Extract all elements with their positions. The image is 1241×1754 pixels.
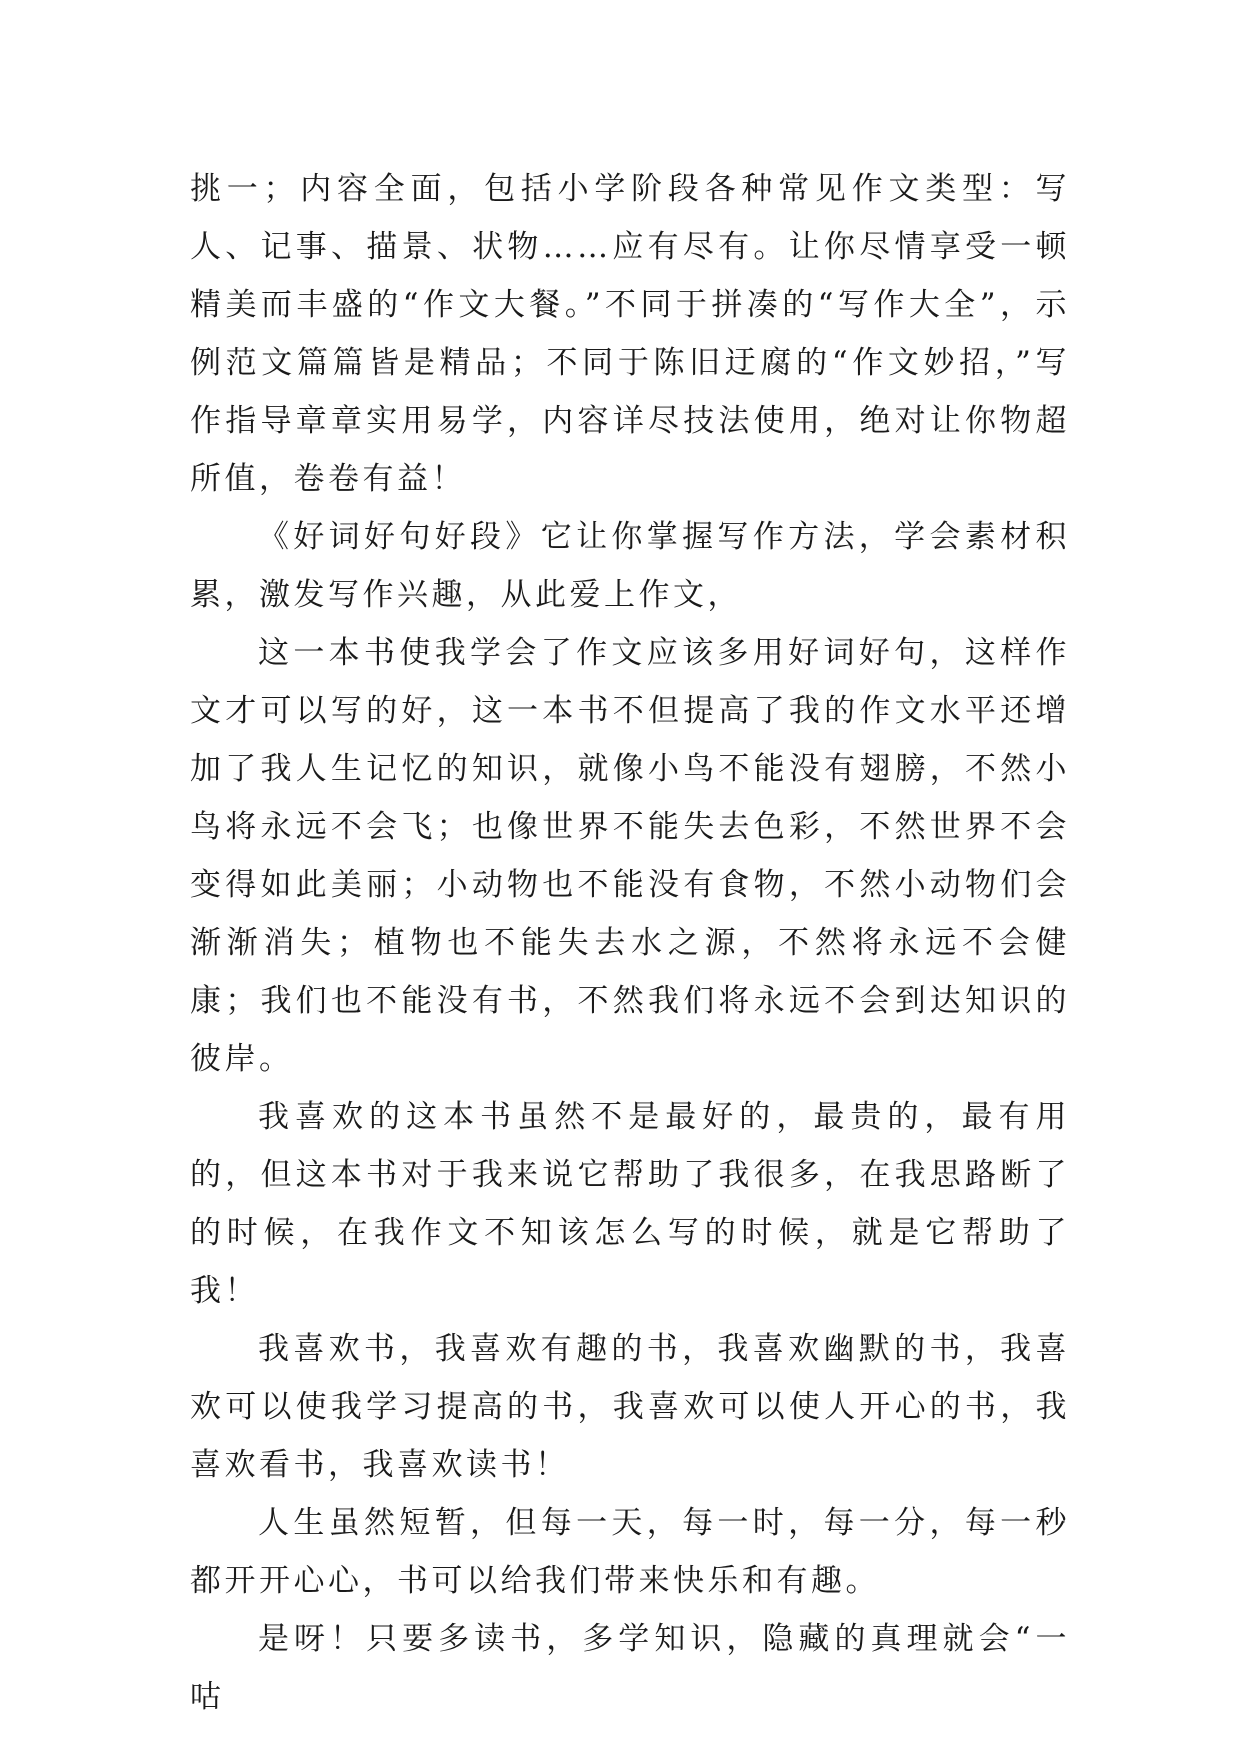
paragraph-6: 人生虽然短暂，但每一天，每一时，每一分，每一秒都开开心心，书可以给我们带来快乐和有趣。 — [190, 1505, 1070, 1599]
paragraph-5: 我喜欢书，我喜欢有趣的书，我喜欢幽默的书，我喜欢可以使我学习提高的书，我喜欢可以使人开心的书，我喜欢看书，我喜欢读书！ — [190, 1331, 1070, 1483]
paragraph-3: 这一本书使我学会了作文应该多用好词好句，这样作文才可以写的好，这一本书不但提高了我的作文水平还增加了我人生记忆的知识，就像小鸟不能没有翅膀，不然小鸟将永远不会飞；也像世界不能失去色彩，不然世界不会变得如此美丽；小动物也不能没有食物，不然小动物们会渐渐消失；植物也不能失去水之源，不然将永远不会健康；我们也不能没有书，不然我们将永远不会到达知识的彼岸。 — [190, 635, 1070, 1077]
paragraph-2: 《好词好句好段》它让你掌握写作方法，学会素材积累，激发写作兴趣，从此爱上作文， — [190, 519, 1070, 613]
paragraph-7: 是呀！只要多读书，多学知识，隐藏的真理就会“一咕 — [190, 1621, 1070, 1715]
paragraph-4: 我喜欢的这本书虽然不是最好的，最贵的，最有用的，但这本书对于我来说它帮助了我很多，在我思路断了的时候，在我作文不知该怎么写的时候，就是它帮助了我！ — [190, 1099, 1070, 1309]
document-body — [190, 160, 1070, 1726]
paragraph-1: 挑一；内容全面，包括小学阶段各种常见作文类型：写人、记事、描景、状物……应有尽有。让你尽情享受一顿精美而丰盛的“作文大餐。”不同于拼凑的“写作大全”，示例范文篇篇皆是精品；不同于陈旧迂腐的“作文妙招，”写作指导章章实用易学，内容详尽技法使用，绝对让你物超所值，卷卷有益！ — [190, 171, 1070, 497]
